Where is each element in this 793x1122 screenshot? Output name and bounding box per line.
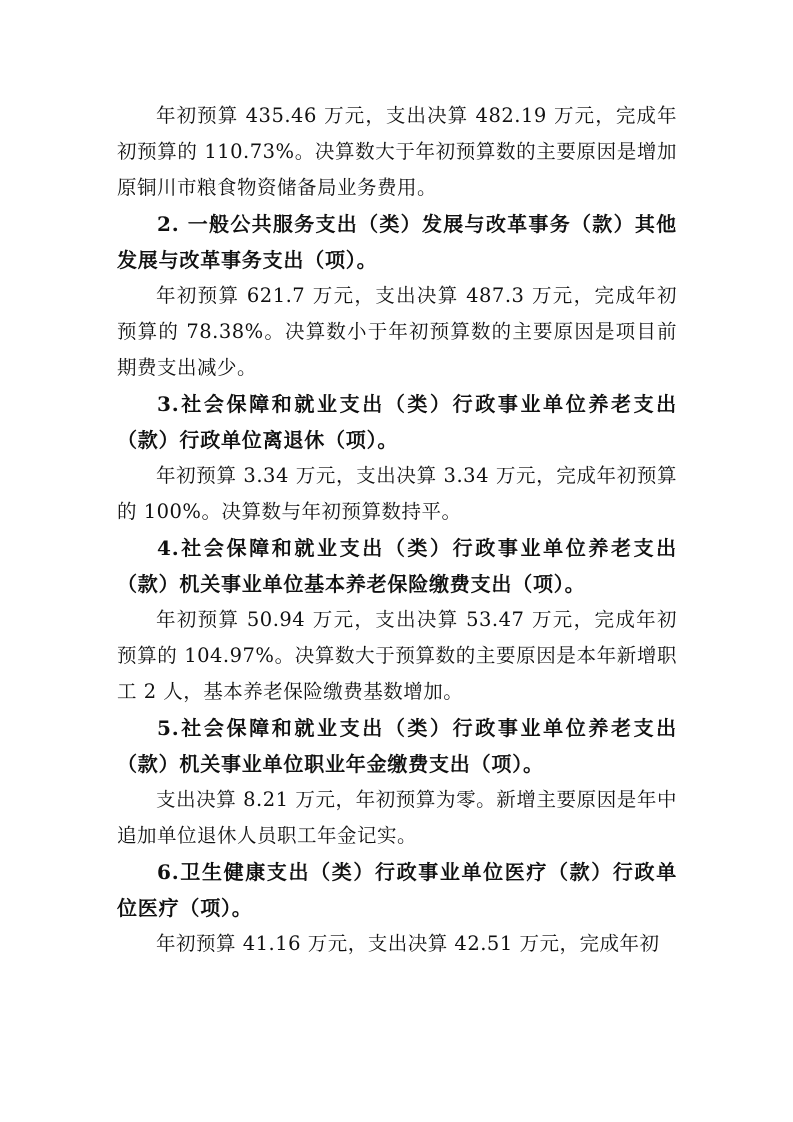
- section-heading-2: 2. 一般公共服务支出（类）发展与改革事务（款）其他发展与改革事务支出（项）。: [117, 212, 677, 272]
- section-heading-4: 4.社会保障和就业支出（类）行政事业单位养老支出（款）机关事业单位基本养老保险缴费支出（项）。: [117, 536, 677, 596]
- paragraph-3-body: 年初预算 3.34 万元，支出决算 3.34 万元，完成年初预算的 100%。决算数与年初预算数持平。: [117, 464, 677, 523]
- paragraph-2-body: 年初预算 621.7 万元，支出决算 487.3 万元，完成年初预算的 78.38%。决算数小于年初预算数的主要原因是项目前期费支出减少。: [117, 284, 677, 379]
- section-heading-3: 3.社会保障和就业支出（类）行政事业单位养老支出（款）行政单位离退休（项）。: [117, 392, 677, 452]
- paragraph-6-body: 年初预算 41.16 万元，支出决算 42.51 万元，完成年初: [156, 932, 660, 955]
- section-heading-5: 5.社会保障和就业支出（类）行政事业单位养老支出（款）机关事业单位职业年金缴费支出（项）。: [117, 716, 677, 776]
- section-heading-6: 6.卫生健康支出（类）行政事业单位医疗（款）行政单位医疗（项）。: [117, 860, 677, 920]
- paragraph-5-body: 支出决算 8.21 万元，年初预算为零。新增主要原因是年中追加单位退休人员职工年金记实。: [117, 788, 677, 847]
- paragraph-4-body: 年初预算 50.94 万元，支出决算 53.47 万元，完成年初预算的 104.97%。决算数大于预算数的主要原因是本年新增职工 2 人，基本养老保险缴费基数增加。: [117, 608, 677, 703]
- paragraph-1-body: 年初预算 435.46 万元，支出决算 482.19 万元，完成年初预算的 110.73%。决算数大于年初预算数的主要原因是增加原铜川市粮食物资储备局业务费用。: [117, 104, 677, 199]
- document-body: [117, 98, 677, 962]
